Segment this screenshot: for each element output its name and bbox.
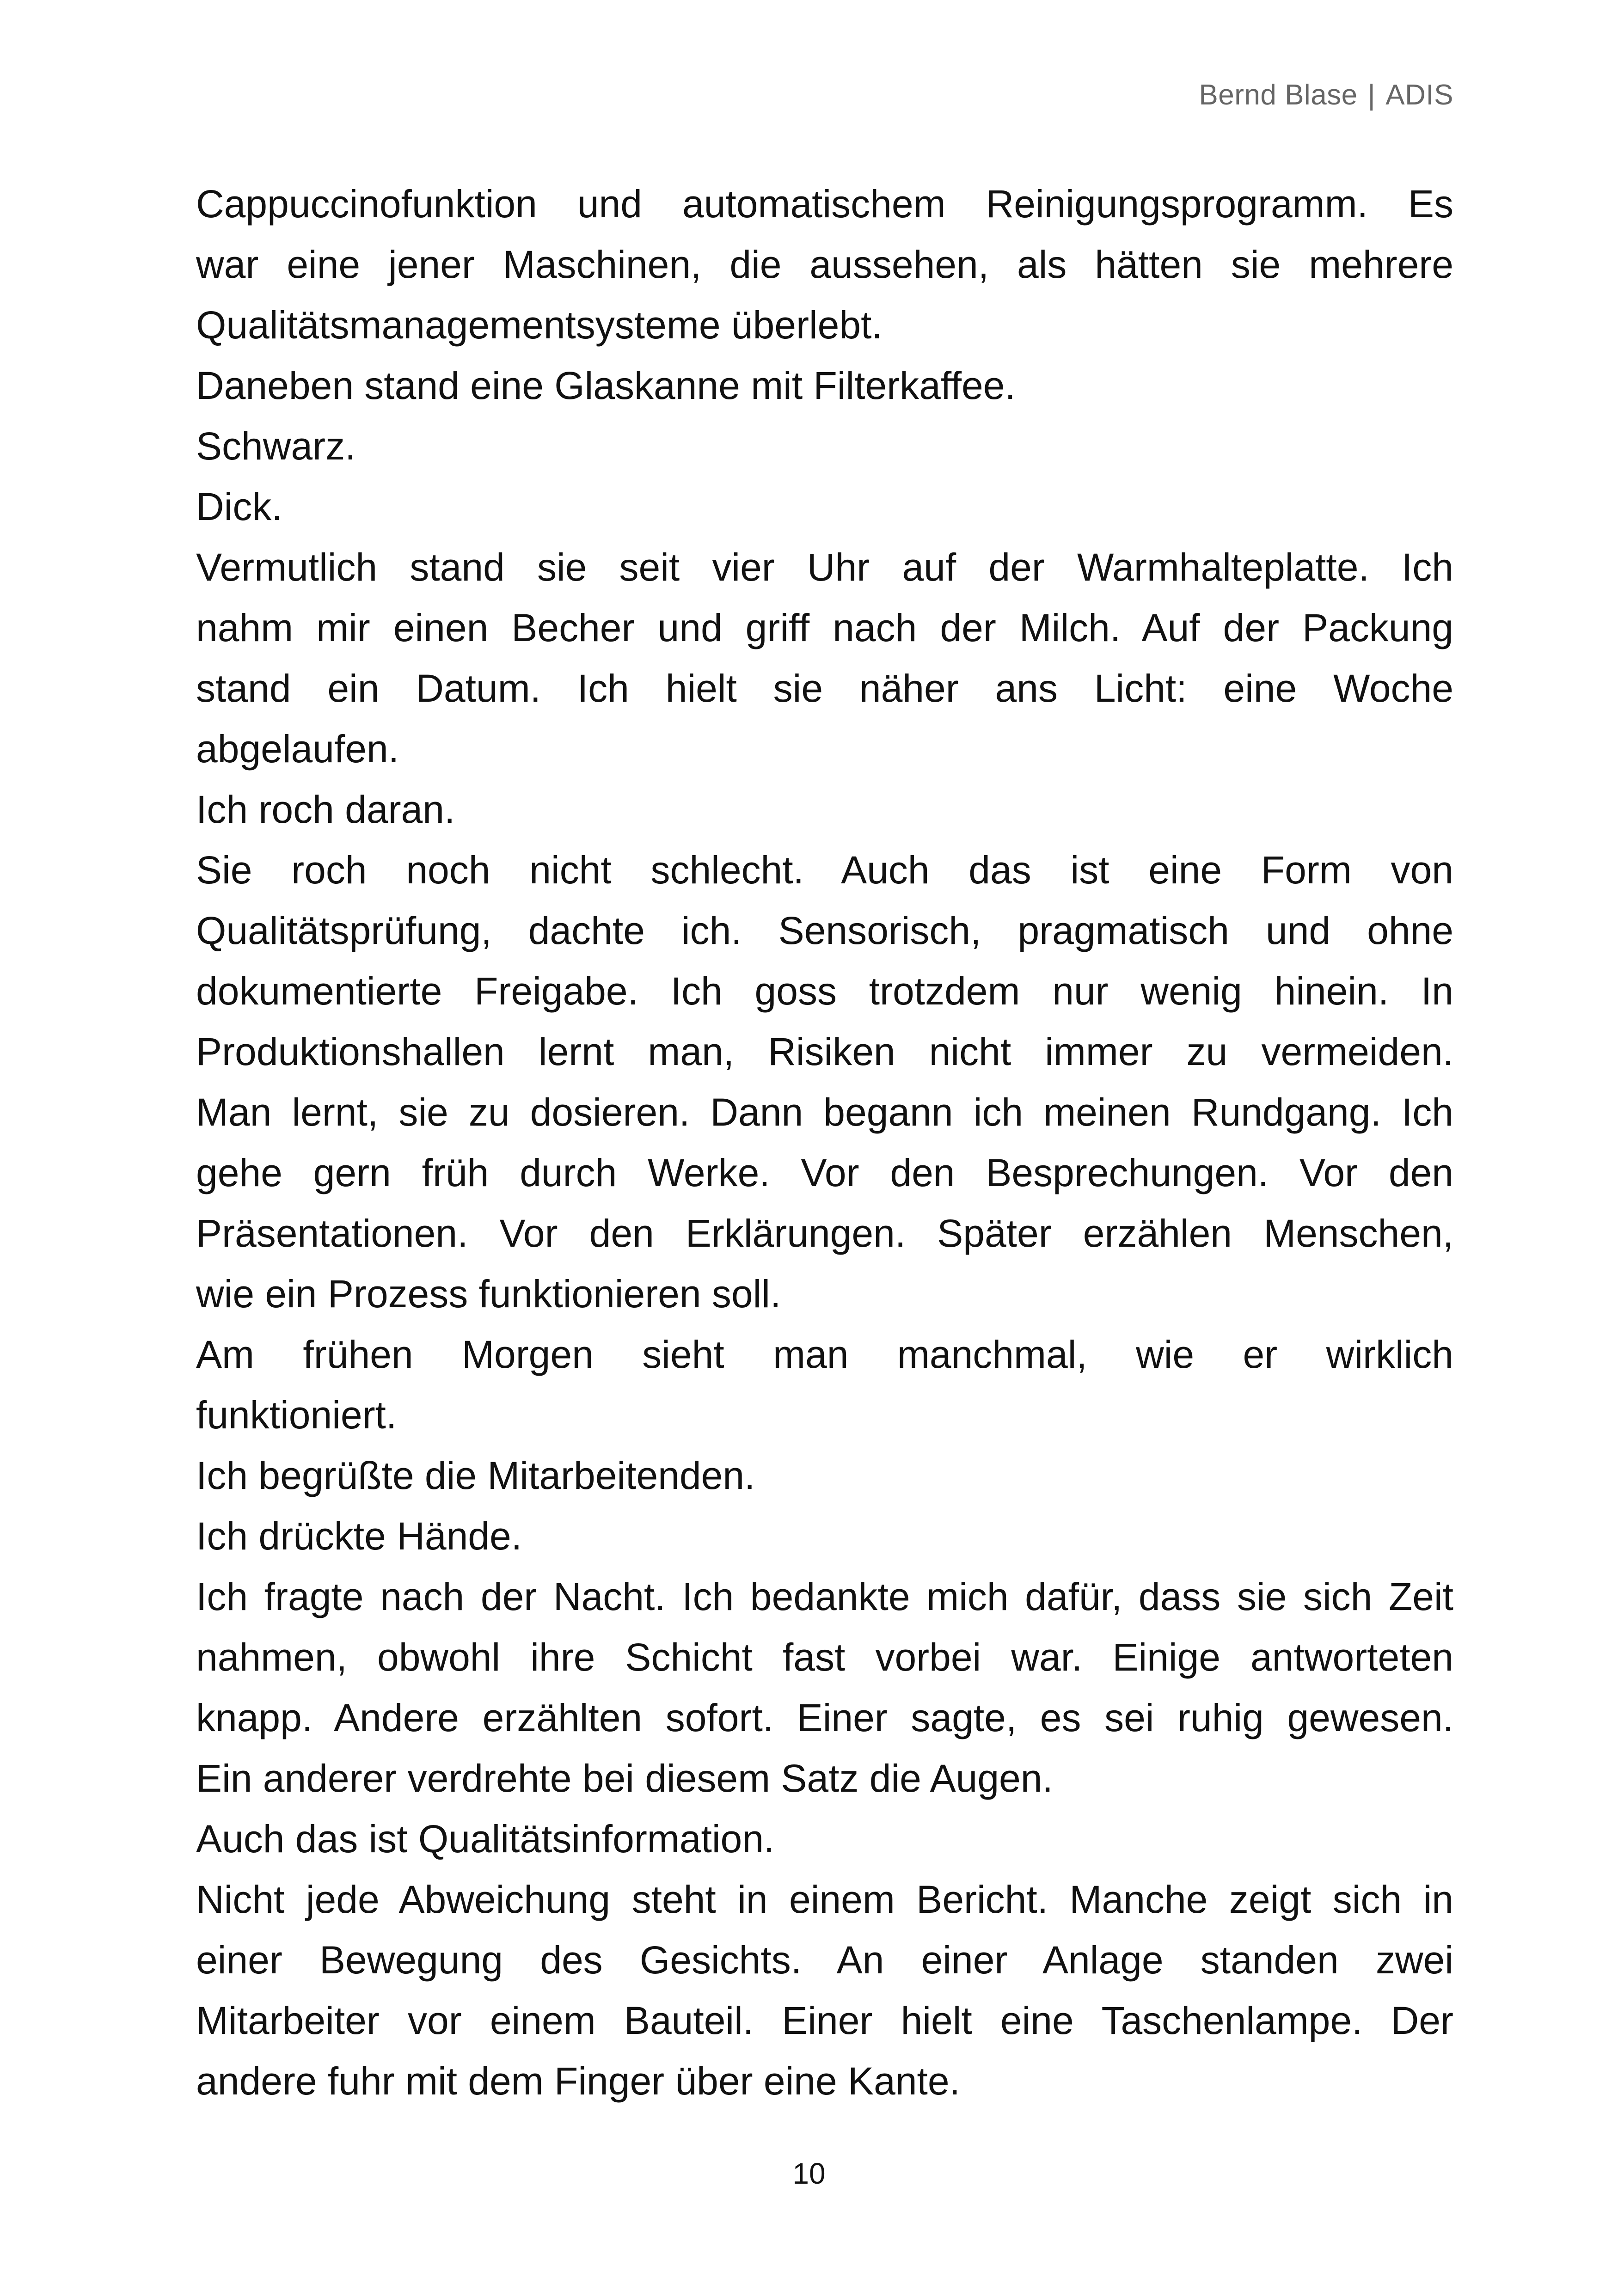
text-line: Ich roch daran.: [196, 788, 455, 831]
text-line: nahmen, obwohl ihre Schicht fast vorbei war. Einige antworteten: [196, 1635, 1453, 1679]
header-separator: |: [1367, 79, 1376, 111]
text-line: Am frühen Morgen sieht man manchmal, wie er wirklich: [196, 1333, 1453, 1376]
text-line: Daneben stand eine Glaskanne mit Filterkaffee.: [196, 364, 1016, 407]
text-line: knapp. Andere erzählten sofort. Einer sagte, es sei ruhig gewesen.: [196, 1696, 1453, 1739]
text-line: Sie roch noch nicht schlecht. Auch das ist eine Form von: [196, 848, 1453, 892]
text-line: Schwarz.: [196, 424, 356, 468]
text-line: Ich drückte Hände.: [196, 1514, 522, 1558]
text-line: war eine jener Maschinen, die aussehen, als hätten sie mehrere: [196, 243, 1453, 286]
body-text: [196, 174, 1453, 2112]
header-author: Bernd Blase: [1199, 79, 1358, 111]
text-line: Ich begrüßte die Mitarbeitenden.: [196, 1454, 755, 1497]
text-line: abgelaufen.: [196, 727, 399, 771]
text-line: Vermutlich stand sie seit vier Uhr auf der Warmhalteplatte. Ich: [196, 545, 1453, 589]
text-line: Dick.: [196, 485, 282, 528]
text-line: andere fuhr mit dem Finger über eine Kante.: [196, 2059, 960, 2103]
text-line: dokumentierte Freigabe. Ich goss trotzdem nur wenig hinein. In: [196, 969, 1453, 1013]
header-title: ADIS: [1385, 79, 1453, 111]
text-line: stand ein Datum. Ich hielt sie näher ans Licht: eine Woche: [196, 667, 1453, 710]
text-line: Man lernt, sie zu dosieren. Dann begann ich meinen Rundgang. Ich: [196, 1090, 1453, 1134]
text-line: wie ein Prozess funktionieren soll.: [196, 1272, 781, 1316]
text-line: Qualitätsmanagementsysteme überlebt.: [196, 303, 883, 347]
text-line: Mitarbeiter vor einem Bauteil. Einer hielt eine Taschenlampe. Der: [196, 1999, 1453, 2042]
text-line: gehe gern früh durch Werke. Vor den Besprechungen. Vor den: [196, 1151, 1453, 1194]
text-line: nahm mir einen Becher und griff nach der Milch. Auf der Packung: [196, 606, 1453, 649]
text-line: Präsentationen. Vor den Erklärungen. Später erzählen Menschen,: [196, 1212, 1453, 1255]
text-line: Ein anderer verdrehte bei diesem Satz die Augen.: [196, 1757, 1053, 1800]
text-line: Cappuccinofunktion und automatischem Reinigungsprogramm. Es: [196, 182, 1453, 226]
text-line: Nicht jede Abweichung steht in einem Bericht. Manche zeigt sich in: [196, 1878, 1453, 1921]
page-number: 10: [792, 2157, 826, 2190]
text-line: Produktionshallen lernt man, Risiken nicht immer zu vermeiden.: [196, 1030, 1453, 1073]
text-line: Ich fragte nach der Nacht. Ich bedankte mich dafür, dass sie sich Zeit: [196, 1575, 1453, 1618]
text-line: funktioniert.: [196, 1393, 397, 1437]
running-header: [1199, 79, 1453, 111]
text-line: einer Bewegung des Gesichts. An einer Anlage standen zwei: [196, 1938, 1453, 1982]
text-line: Qualitätsprüfung, dachte ich. Sensorisch, pragmatisch und ohne: [196, 909, 1453, 952]
text-line: Auch das ist Qualitätsinformation.: [196, 1817, 775, 1861]
